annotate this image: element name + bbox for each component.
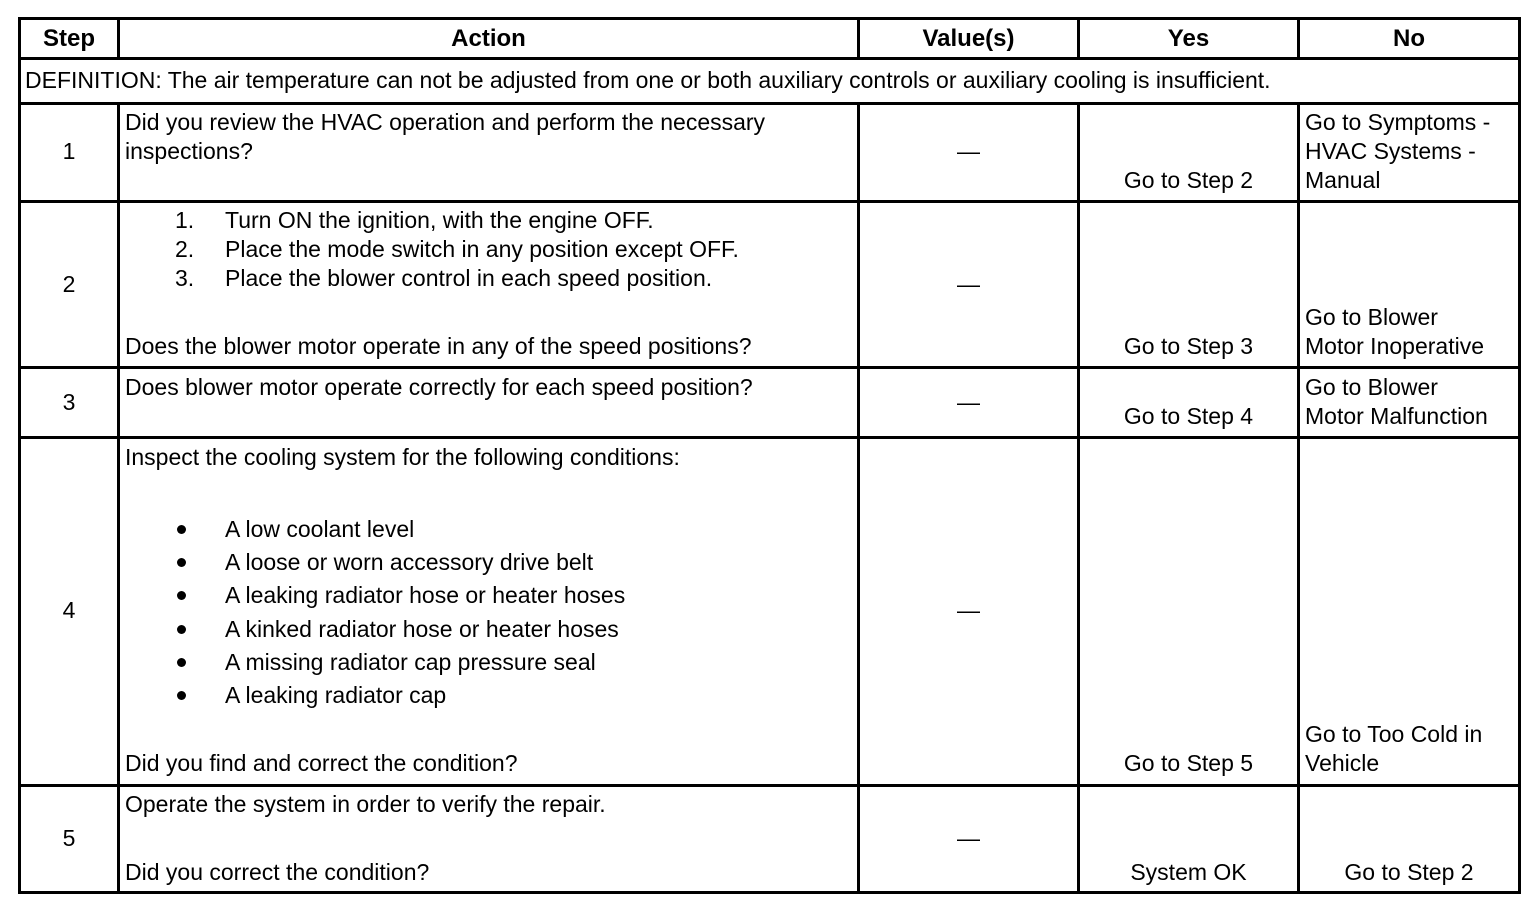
- step-number: 3: [62, 389, 76, 415]
- no-line: Go to Blower: [1305, 374, 1438, 400]
- list-number: 3.: [175, 265, 195, 291]
- row-divider: [21, 784, 1518, 787]
- header-no: No: [1393, 25, 1425, 52]
- step-number: 5: [62, 825, 76, 851]
- bullet-dot: [177, 591, 186, 600]
- no-line: Motor Malfunction: [1305, 403, 1488, 429]
- intro-text: Inspect the cooling system for the following conditions:: [125, 444, 680, 470]
- yes-cell: Go to Step 4: [1123, 403, 1254, 429]
- bullet-item: A missing radiator cap pressure seal: [225, 649, 596, 675]
- no-line: Motor Inoperative: [1305, 333, 1484, 359]
- action-line: Does blower motor operate correctly for each speed position?: [125, 374, 753, 400]
- bullet-dot: [177, 658, 186, 667]
- action-line: Operate the system in order to verify the repair.: [125, 791, 606, 817]
- value-cell: —: [957, 597, 980, 623]
- row-divider: [21, 200, 1518, 203]
- header-yes: Yes: [1167, 25, 1210, 52]
- bullet-dot: [177, 525, 186, 534]
- row-divider: [21, 436, 1518, 439]
- value-cell: —: [957, 389, 980, 415]
- no-line: Go to Symptoms -: [1305, 109, 1491, 135]
- no-line: HVAC Systems -: [1305, 138, 1476, 164]
- step-number: 4: [62, 597, 76, 623]
- list-item: Turn ON the ignition, with the engine OFF.: [225, 207, 654, 233]
- bullet-dot: [177, 625, 186, 634]
- bullet-item: A leaking radiator hose or heater hoses: [225, 582, 626, 608]
- question-text: Does the blower motor operate in any of the speed positions?: [125, 333, 752, 359]
- step-number: 1: [62, 138, 76, 164]
- list-number: 2.: [175, 236, 195, 262]
- list-number: 1.: [175, 207, 195, 233]
- list-item: Place the blower control in each speed position.: [225, 265, 713, 291]
- no-line: Vehicle: [1305, 750, 1380, 776]
- col-divider: [117, 102, 120, 891]
- no-cell: Go to Step 2: [1344, 859, 1474, 885]
- yes-cell: System OK: [1130, 859, 1247, 885]
- row-divider: [21, 102, 1518, 105]
- yes-cell: Go to Step 5: [1123, 750, 1254, 776]
- definition-text: DEFINITION: The air temperature can not be adjusted from one or both auxiliary controls or auxiliary cooling is insufficient.: [25, 67, 1271, 93]
- no-line: Manual: [1305, 167, 1381, 193]
- bullet-item: A leaking radiator cap: [225, 682, 447, 708]
- bullet-dot: [177, 558, 186, 567]
- step-number: 2: [62, 271, 76, 297]
- no-line: Go to Blower: [1305, 304, 1438, 330]
- header-action: Action: [451, 25, 526, 52]
- list-item: Place the mode switch in any position except OFF.: [225, 236, 739, 262]
- value-cell: —: [957, 138, 980, 164]
- action-line: Did you review the HVAC operation and perform the necessary: [125, 109, 766, 135]
- value-cell: —: [957, 825, 980, 851]
- no-line: Go to Too Cold in: [1305, 721, 1483, 747]
- action-line: inspections?: [125, 138, 253, 164]
- yes-cell: Go to Step 2: [1123, 167, 1254, 193]
- diagnostic-table: [18, 17, 1521, 894]
- bullet-item: A low coolant level: [225, 516, 415, 542]
- row-divider: [21, 57, 1518, 60]
- bullet-item: A kinked radiator hose or heater hoses: [225, 616, 619, 642]
- row-divider: [21, 366, 1518, 369]
- col-divider: [857, 102, 860, 891]
- question-text: Did you find and correct the condition?: [125, 750, 518, 776]
- bullet-dot: [177, 691, 186, 700]
- bullet-item: A loose or worn accessory drive belt: [225, 549, 594, 575]
- col-divider: [1297, 102, 1300, 891]
- header-step: Step: [42, 25, 95, 52]
- question-text: Did you correct the condition?: [125, 859, 430, 885]
- yes-cell: Go to Step 3: [1123, 333, 1254, 359]
- value-cell: —: [957, 271, 980, 297]
- header-values: Value(s): [922, 25, 1015, 52]
